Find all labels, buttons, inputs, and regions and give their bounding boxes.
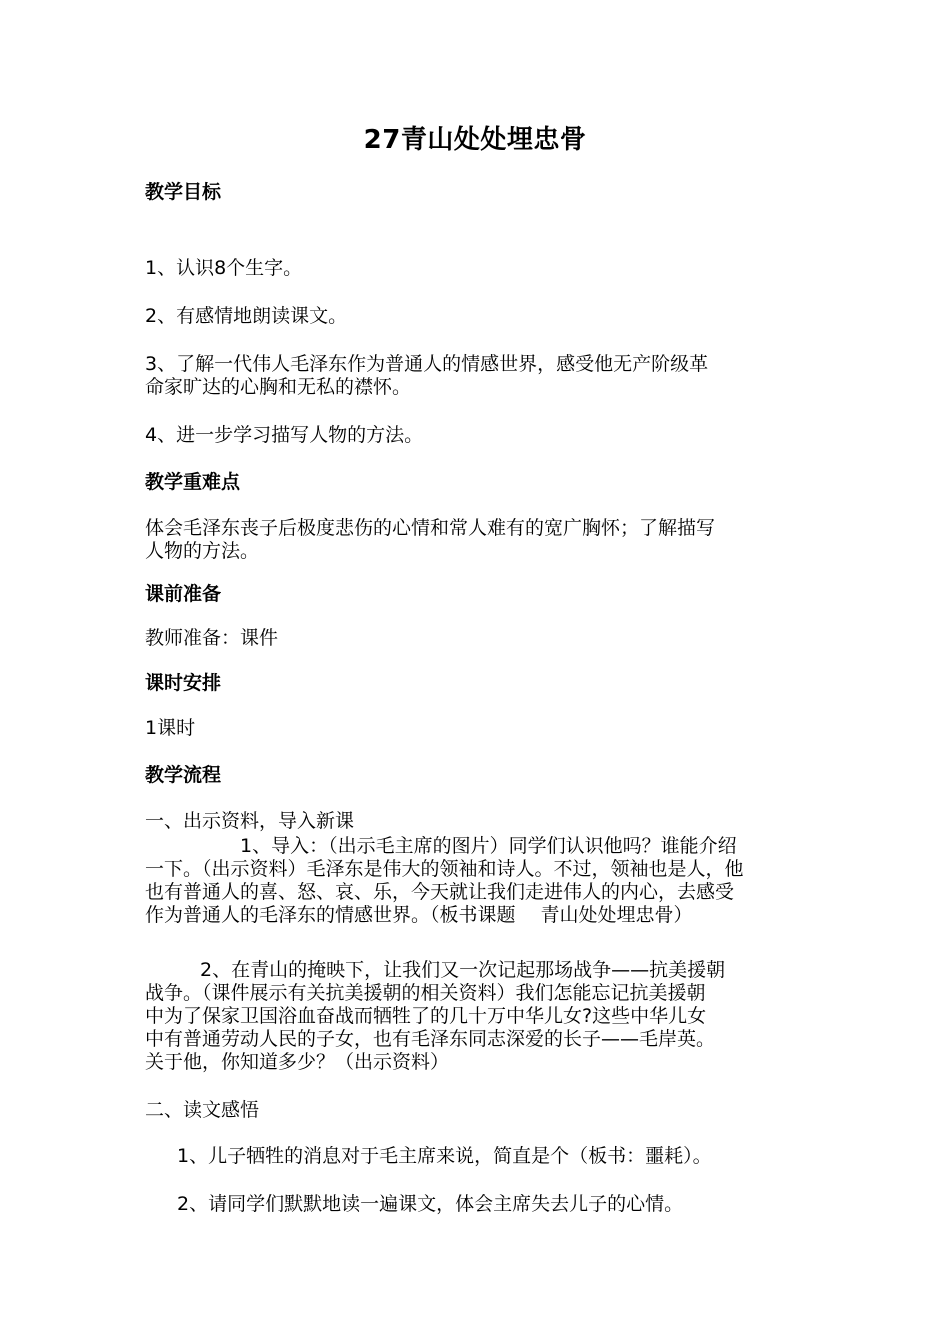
part-2-heading: 二、读文感悟	[145, 1099, 260, 1121]
page-title: 27青山处处埋忠骨	[363, 125, 587, 155]
paragraph-2-line-4: 中有普通劳动人民的子女，也有毛泽东同志深爱的长子——毛岸英。	[145, 1028, 716, 1050]
key-points-heading: 教学重难点	[145, 471, 241, 493]
preparation-heading: 课前准备	[145, 583, 222, 605]
part-2-item-1: 1、儿子牺牲的消息对于毛主席来说，简直是个（板书：噩耗）。	[177, 1145, 712, 1167]
key-points-line-1: 体会毛泽东丧子后极度悲伤的心情和常人难有的宽广胸怀；了解描写	[145, 517, 716, 539]
paragraph-2-line-5: 关于他，你知道多少？（出示资料）	[145, 1051, 450, 1073]
part-1-heading: 一、出示资料，导入新课	[145, 810, 355, 832]
paragraph-1-line-4: 作为普通人的毛泽东的情感世界。（板书课题 青山处处埋忠骨）	[145, 904, 693, 926]
paragraph-2-line-1: 2、在青山的掩映下，让我们又一次记起那场战争——抗美援朝	[200, 959, 726, 981]
paragraph-1-line-2: 一下。（出示资料）毛泽东是伟大的领袖和诗人。不过，领袖也是人，他	[145, 858, 744, 880]
goal-item-3	[145, 353, 810, 399]
paragraph-1-line-3: 也有普通人的喜、怒、哀、乐，今天就让我们走进伟人的内心，去感受	[145, 881, 735, 903]
goal-item-2: 2、有感情地朗读课文。	[145, 305, 348, 327]
paragraph-2-line-3: 中为了保家卫国浴血奋战而牺牲了的几十万中华儿女?这些中华儿女	[145, 1005, 707, 1027]
paragraph-1-line-1: 1、导入：（出示毛主席的图片）同学们认识他吗？谁能介绍	[240, 835, 737, 857]
preparation-text: 教师准备：课件	[145, 627, 279, 649]
key-points-text	[145, 517, 810, 563]
part-2-item-2: 2、请同学们默默地读一遍课文，体会主席失去儿子的心情。	[177, 1193, 684, 1215]
goals-heading: 教学目标	[145, 181, 222, 203]
goal-item-3-line-2: 命家旷达的心胸和无私的襟怀。	[145, 376, 412, 398]
schedule-text: 1课时	[145, 717, 196, 739]
key-points-line-2: 人物的方法。	[145, 540, 260, 562]
goal-item-3-line-1: 3、了解一代伟人毛泽东作为普通人的情感世界，感受他无产阶级革	[145, 353, 709, 375]
schedule-heading: 课时安排	[145, 672, 222, 694]
part-1-paragraph-2	[145, 959, 810, 1074]
goal-item-4: 4、进一步学习描写人物的方法。	[145, 424, 424, 446]
paragraph-2-line-2: 战争。（课件展示有关抗美援朝的相关资料）我们怎能忘记抗美援朝	[145, 982, 706, 1004]
part-1-paragraph-1	[145, 835, 810, 927]
flow-heading: 教学流程	[145, 764, 222, 786]
goal-item-1: 1、认识8个生字。	[145, 257, 303, 279]
